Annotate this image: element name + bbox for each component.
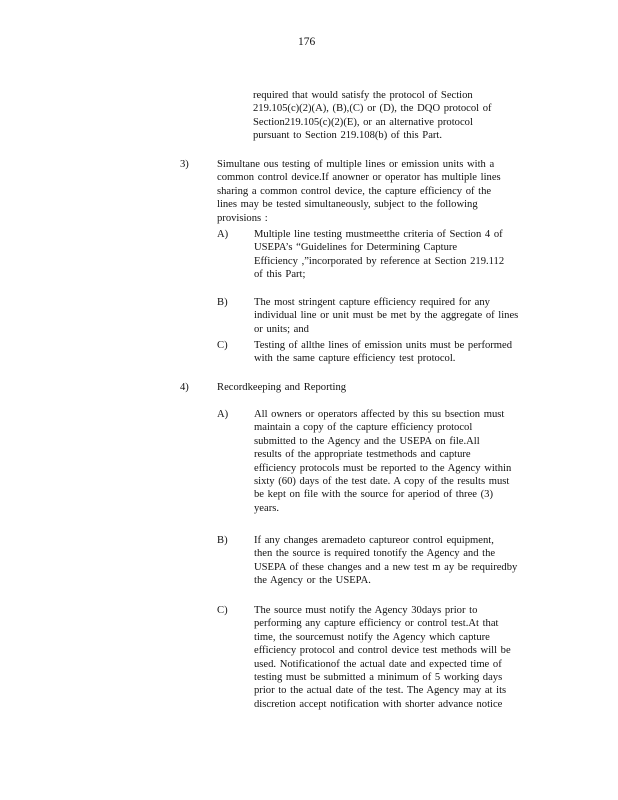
text-line: efficiency protocols must be reported to the Agency within xyxy=(254,462,512,474)
text-line: then the source is required tonotify the Agency and the xyxy=(254,548,496,560)
text-line: USEPA’s “Guidelines for Determining Capture xyxy=(254,242,458,254)
item-4-number: 4) xyxy=(180,382,189,393)
text-line: individual line or unit must be met by the aggregate of lines xyxy=(254,310,519,322)
text-line: time, the sourcemust notify the Agency which capture xyxy=(254,631,490,643)
text-line: required that would satisfy the protocol of Section xyxy=(253,90,473,101)
text-line: of this Part; xyxy=(254,269,306,281)
text-line: sixty (60) days of the test date. A copy of the results must xyxy=(254,476,510,488)
item-4b-label: B) xyxy=(217,535,228,546)
text-line: submitted to the Agency and the USEPA on file.All xyxy=(254,435,480,447)
item-3-paragraph xyxy=(217,158,535,225)
text-line: prior to the actual date of the test. The Agency may at its xyxy=(254,685,507,697)
item-3c-paragraph xyxy=(254,339,534,366)
text-line: discretion accept notification with shorter advance notice xyxy=(254,698,503,710)
text-line: USEPA of these changes and a new test m ay be requiredby xyxy=(254,561,518,573)
item-4c-label: C) xyxy=(217,605,228,616)
item-4-heading: Recordkeeping and Reporting xyxy=(217,382,347,393)
item-4a-label: A) xyxy=(217,409,229,420)
text-line: Section219.105(c)(2)(E), or an alternative protocol xyxy=(253,116,473,128)
text-line: sharing a common control device, the capture efficiency of the xyxy=(217,185,492,197)
item-3b-label: B) xyxy=(217,297,228,308)
text-line: or units; and xyxy=(254,323,309,335)
text-line: provisions : xyxy=(217,212,268,224)
text-line: efficiency protocol and control device test methods will be xyxy=(254,645,511,657)
text-line: used. Notificationof the actual date and expected time of xyxy=(254,658,502,670)
text-line: with the same capture efficiency test protocol. xyxy=(254,353,456,365)
text-line: common control device.If anowner or operator has multiple lines xyxy=(217,172,501,184)
text-line: maintain a copy of the capture efficiency protocol xyxy=(254,422,473,434)
text-line: performing any capture efficiency or control test.At that xyxy=(254,618,499,630)
item-3a-paragraph xyxy=(254,228,532,282)
text-line: years. xyxy=(254,502,279,514)
item-3b-paragraph xyxy=(254,296,539,336)
text-line: All owners or operators affected by this su bsection must xyxy=(254,409,505,420)
item-4c-paragraph xyxy=(254,604,538,711)
text-line: pursuant to Section 219.108(b) of this Part. xyxy=(253,130,443,142)
text-line: be kept on file with the source for aperiod of three (3) xyxy=(254,489,493,501)
text-line: Multiple line testing mustmeetthe criteria of Section 4 of xyxy=(254,229,503,240)
text-line: lines may be tested simultaneously, subject to the following xyxy=(217,199,478,211)
continuation-paragraph xyxy=(253,89,515,143)
text-line: the Agency or the USEPA. xyxy=(254,575,371,587)
text-line: If any changes aremadeto captureor control equipment, xyxy=(254,535,494,546)
item-3-number: 3) xyxy=(180,159,189,170)
text-line: 219.105(c)(2)(A), (B),(C) or (D), the DQO protocol of xyxy=(253,103,492,115)
item-4b-paragraph xyxy=(254,534,538,588)
text-line: Simultane ous testing of multiple lines or emission units with a xyxy=(217,159,495,170)
text-line: The most stringent capture efficiency required for any xyxy=(254,297,490,308)
text-line: results of the appropriate testmethods and capture xyxy=(254,449,471,461)
text-line: The source must notify the Agency 30days prior to xyxy=(254,605,478,616)
item-4a-paragraph xyxy=(254,408,538,515)
page-number: 176 xyxy=(298,36,316,48)
item-3c-label: C) xyxy=(217,340,228,351)
text-line: Efficiency ,”incorporated by reference at Section 219.112 xyxy=(254,255,505,267)
text-line: testing must be submitted a minimum of 5 working days xyxy=(254,672,503,684)
item-3a-label: A) xyxy=(217,229,229,240)
text-line: Testing of allthe lines of emission units must be performed xyxy=(254,340,513,351)
